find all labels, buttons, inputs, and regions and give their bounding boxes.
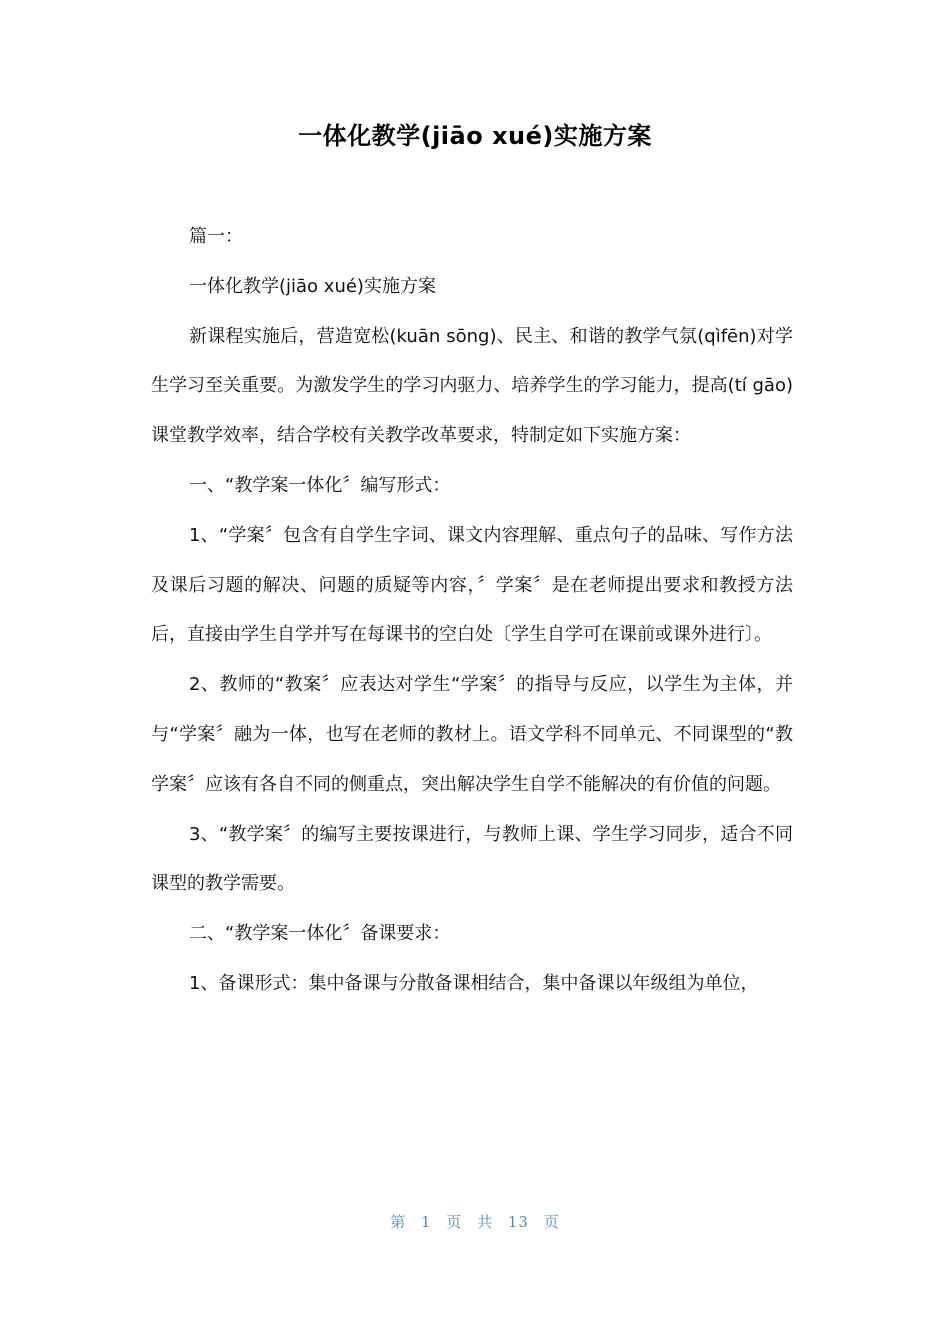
document-body: [151, 212, 793, 1009]
paragraph-intro: 新课程实施后，营造宽松(kuān sōng)、民主、和谐的教学气氛(qìfēn)对学生学习至关重要。为激发学生的学习内驱力、培养学生的学习能力，提高(tí gāo)课堂教学效率，结合学校有关教学改革要求，特制定如下实施方案：: [151, 325, 793, 447]
paragraph-format-2: 2、教师的“教案〞应表达对学生“学案〞的指导与反应，以学生为主体，并与“学案〞融为一体，也写在老师的教材上。语文学科不同单元、不同课型的“教学案〞应该有各自不同的侧重点，突出解决学生自学不能解决的有价值的问题。: [151, 674, 793, 795]
paragraph-format-1: 1、“学案〞包含有自学生字词、课文内容理解、重点句子的品味、写作方法及课后习题的解决、问题的质疑等内容，〞学案〞是在老师提出要求和教授方法后，直接由学生自学并写在每课书的空白处〔学生自学可在课前或课外进行〕。: [151, 524, 793, 646]
paragraph-subtitle: 一体化教学(jiāo xué)实施方案: [189, 275, 436, 297]
heading-requirements: 二、“教学案一体化〞备课要求：: [189, 923, 451, 945]
document-title: 一体化教学(jiāo xué)实施方案: [298, 122, 652, 150]
paragraph-format-3: 3、“教学案〞的编写主要按课进行，与教师上课、学生学习同步，适合不同课型的教学需要。: [151, 823, 793, 895]
paragraph-requirements-1: 1、备课形式：集中备课与分散备课相结合，集中备课以年级组为单位，: [189, 972, 759, 994]
heading-format: 一、“教学案一体化〞编写形式：: [189, 474, 451, 496]
page-number-footer: 第 1 页 共 13 页: [390, 1213, 560, 1231]
paragraph-section-label: 篇一：: [189, 226, 243, 247]
